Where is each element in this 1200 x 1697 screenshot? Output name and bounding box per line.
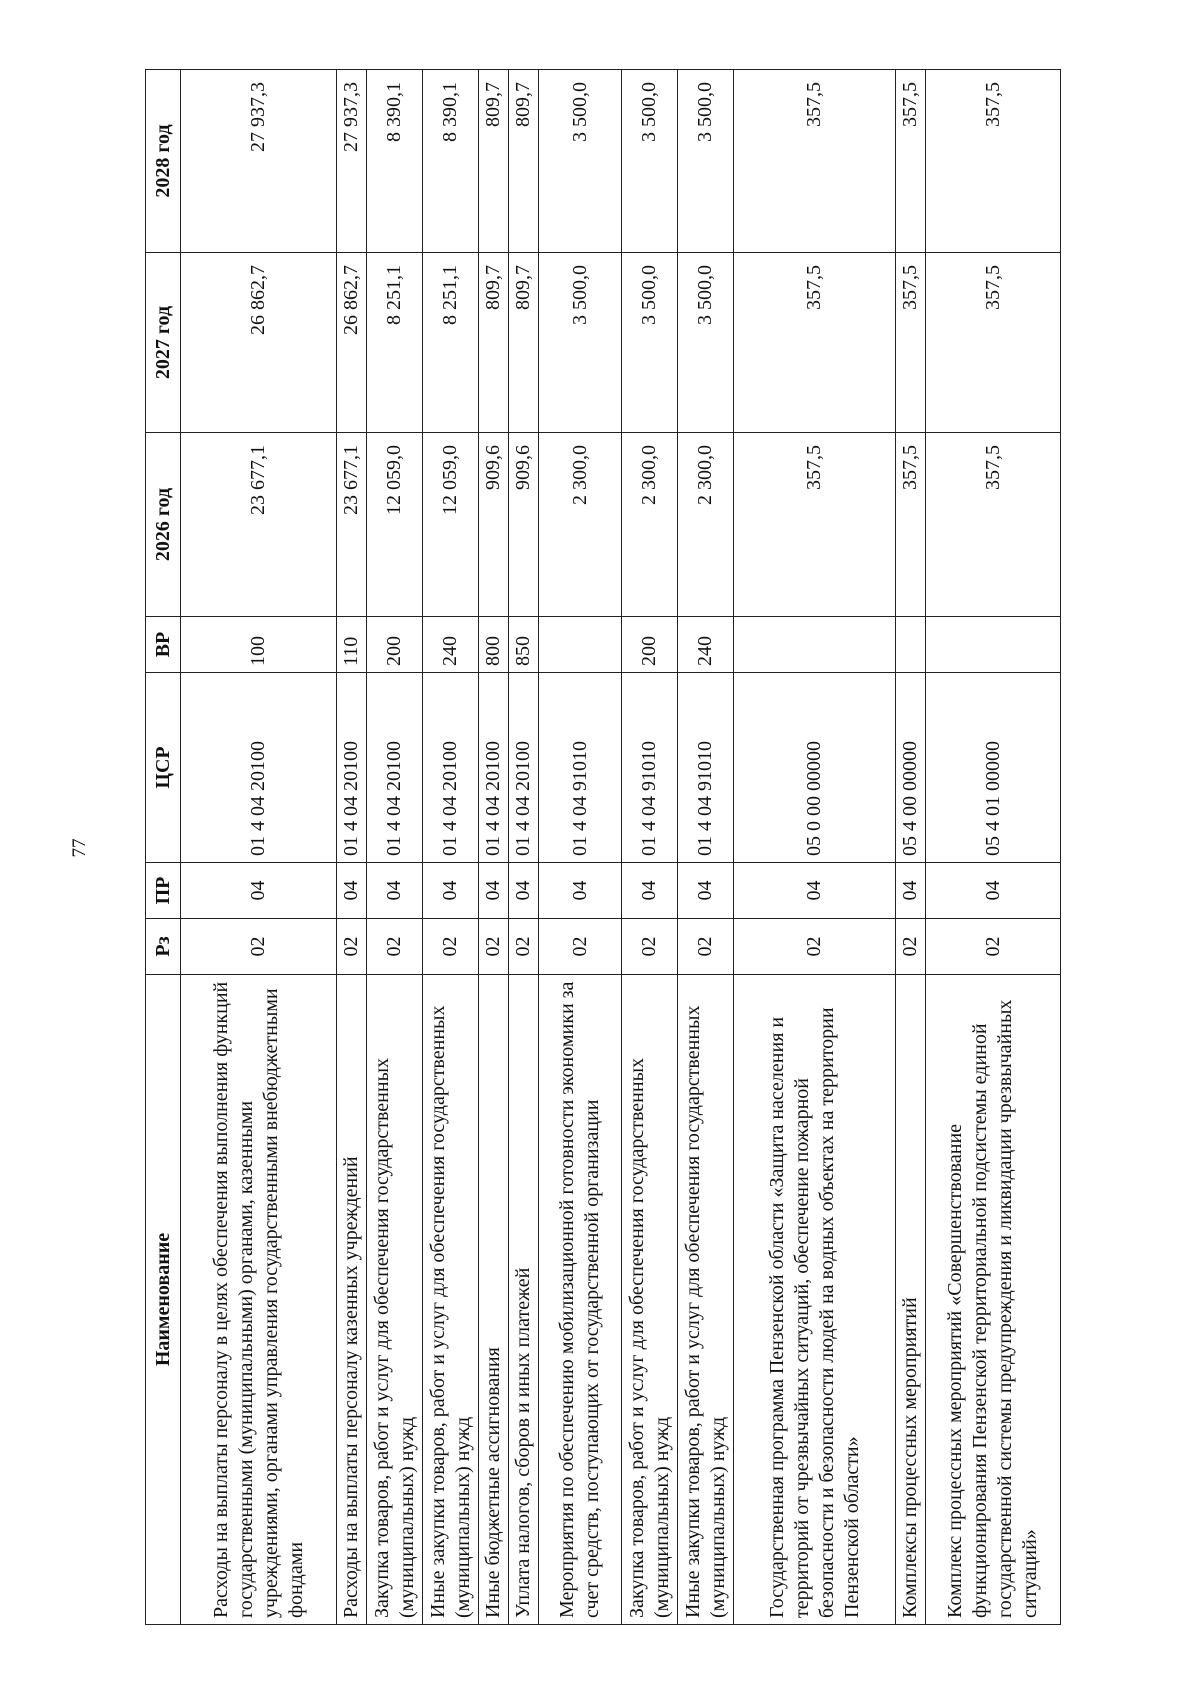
table-row xyxy=(337,70,367,1625)
table-row xyxy=(896,70,926,1625)
cell-name: Иные бюджетные ассигнования xyxy=(479,975,509,1625)
cell-csr: 01 4 04 20100 xyxy=(181,673,337,863)
cell-name: Государственная программа Пензенской области «Защита населения и территорий от чрезвычайных ситуаций, обеспечение пожарной безопасности и безопасности людей на водных объектах на территории Пензенской области» xyxy=(734,975,896,1625)
cell-vr xyxy=(896,617,926,673)
table-row xyxy=(734,70,896,1625)
table-body xyxy=(181,70,1061,1625)
cell-vr: 100 xyxy=(181,617,337,673)
cell-y2028: 809,7 xyxy=(479,70,509,253)
cell-rz: 02 xyxy=(367,919,423,975)
cell-pr: 04 xyxy=(181,863,337,919)
header-csr: ЦСР xyxy=(146,673,181,863)
cell-rz: 02 xyxy=(539,919,622,975)
cell-y2028: 3 500,0 xyxy=(678,70,734,253)
cell-y2028: 27 937,3 xyxy=(337,70,367,253)
cell-y2028: 3 500,0 xyxy=(539,70,622,253)
table-row xyxy=(367,70,423,1625)
cell-name: Иные закупки товаров, работ и услуг для обеспечения государственных (муниципальных) нужд xyxy=(678,975,734,1625)
header-2028: 2028 год xyxy=(146,70,181,253)
cell-y2026: 909,6 xyxy=(509,433,539,617)
cell-pr: 04 xyxy=(337,863,367,919)
table-row xyxy=(479,70,509,1625)
table-header-row xyxy=(146,70,181,1625)
cell-pr: 04 xyxy=(734,863,896,919)
cell-rz: 02 xyxy=(896,919,926,975)
page-number: 77 xyxy=(69,838,90,858)
cell-vr: 850 xyxy=(509,617,539,673)
cell-name: Расходы на выплаты персоналу в целях обеспечения выполнения функций государственными (муниципальными) органами, казенными учреждениями, органами управления государственными внебюджетными фондами xyxy=(181,975,337,1625)
table-row xyxy=(926,70,1061,1625)
cell-vr: 110 xyxy=(337,617,367,673)
cell-y2026: 23 677,1 xyxy=(181,433,337,617)
cell-y2026: 12 059,0 xyxy=(423,433,479,617)
table-row xyxy=(678,70,734,1625)
cell-y2028: 357,5 xyxy=(734,70,896,253)
cell-y2026: 2 300,0 xyxy=(622,433,678,617)
cell-pr: 04 xyxy=(509,863,539,919)
cell-vr: 240 xyxy=(423,617,479,673)
cell-pr: 04 xyxy=(423,863,479,919)
cell-csr: 01 4 04 20100 xyxy=(479,673,509,863)
cell-y2026: 2 300,0 xyxy=(678,433,734,617)
cell-y2027: 8 251,1 xyxy=(367,253,423,433)
cell-y2027: 809,7 xyxy=(509,253,539,433)
cell-csr: 05 4 00 00000 xyxy=(896,673,926,863)
cell-y2028: 809,7 xyxy=(509,70,539,253)
header-2026: 2026 год xyxy=(146,433,181,617)
cell-y2026: 12 059,0 xyxy=(367,433,423,617)
table-row xyxy=(509,70,539,1625)
cell-y2027: 8 251,1 xyxy=(423,253,479,433)
cell-name: Комплексы процессных мероприятий xyxy=(896,975,926,1625)
cell-csr: 05 0 00 00000 xyxy=(734,673,896,863)
cell-vr: 240 xyxy=(678,617,734,673)
cell-y2027: 809,7 xyxy=(479,253,509,433)
table-row xyxy=(181,70,337,1625)
cell-csr: 01 4 04 91010 xyxy=(678,673,734,863)
cell-pr: 04 xyxy=(539,863,622,919)
cell-y2028: 3 500,0 xyxy=(622,70,678,253)
cell-name: Иные закупки товаров, работ и услуг для обеспечения государственных (муниципальных) нужд xyxy=(423,975,479,1625)
header-vr: ВР xyxy=(146,617,181,673)
budget-table-container xyxy=(145,70,1041,1625)
cell-rz: 02 xyxy=(423,919,479,975)
cell-y2027: 26 862,7 xyxy=(337,253,367,433)
cell-y2028: 8 390,1 xyxy=(367,70,423,253)
cell-vr xyxy=(734,617,896,673)
cell-y2026: 23 677,1 xyxy=(337,433,367,617)
cell-name: Комплекс процессных мероприятий «Совершенствование функционирования Пензенской территориальной подсистемы единой государственной системы предупреждения и ликвидации чрезвычайных ситуаций» xyxy=(926,975,1061,1625)
cell-y2026: 357,5 xyxy=(734,433,896,617)
cell-pr: 04 xyxy=(367,863,423,919)
cell-csr: 01 4 04 20100 xyxy=(337,673,367,863)
cell-rz: 02 xyxy=(622,919,678,975)
cell-y2027: 26 862,7 xyxy=(181,253,337,433)
cell-y2027: 357,5 xyxy=(926,253,1061,433)
cell-name: Уплата налогов, сборов и иных платежей xyxy=(509,975,539,1625)
header-pr: ПР xyxy=(146,863,181,919)
cell-pr: 04 xyxy=(479,863,509,919)
cell-y2028: 8 390,1 xyxy=(423,70,479,253)
header-name: Наименование xyxy=(146,975,181,1625)
cell-csr: 01 4 04 91010 xyxy=(622,673,678,863)
cell-y2027: 3 500,0 xyxy=(539,253,622,433)
cell-pr: 04 xyxy=(896,863,926,919)
cell-rz: 02 xyxy=(479,919,509,975)
cell-csr: 01 4 04 20100 xyxy=(423,673,479,863)
table-row xyxy=(423,70,479,1625)
cell-y2028: 357,5 xyxy=(896,70,926,253)
header-rz: Рз xyxy=(146,919,181,975)
cell-vr: 200 xyxy=(622,617,678,673)
cell-vr: 800 xyxy=(479,617,509,673)
cell-csr: 01 4 04 91010 xyxy=(539,673,622,863)
cell-y2028: 27 937,3 xyxy=(181,70,337,253)
cell-y2027: 3 500,0 xyxy=(678,253,734,433)
cell-y2027: 3 500,0 xyxy=(622,253,678,433)
cell-pr: 04 xyxy=(678,863,734,919)
table-row xyxy=(539,70,622,1625)
cell-y2026: 357,5 xyxy=(926,433,1061,617)
cell-name: Закупка товаров, работ и услуг для обеспечения государственных (муниципальных) нужд xyxy=(622,975,678,1625)
cell-pr: 04 xyxy=(622,863,678,919)
cell-csr: 01 4 04 20100 xyxy=(509,673,539,863)
budget-table xyxy=(145,69,1061,1625)
cell-y2026: 2 300,0 xyxy=(539,433,622,617)
cell-csr: 01 4 04 20100 xyxy=(367,673,423,863)
cell-y2026: 909,6 xyxy=(479,433,509,617)
cell-rz: 02 xyxy=(926,919,1061,975)
cell-rz: 02 xyxy=(678,919,734,975)
cell-y2026: 357,5 xyxy=(896,433,926,617)
cell-vr: 200 xyxy=(367,617,423,673)
cell-y2027: 357,5 xyxy=(734,253,896,433)
header-2027: 2027 год xyxy=(146,253,181,433)
cell-name: Мероприятия по обеспечению мобилизационной готовности экономики за счет средств, поступающих от государственной организации xyxy=(539,975,622,1625)
cell-rz: 02 xyxy=(509,919,539,975)
cell-vr xyxy=(926,617,1061,673)
cell-rz: 02 xyxy=(181,919,337,975)
cell-y2028: 357,5 xyxy=(926,70,1061,253)
table-row xyxy=(622,70,678,1625)
cell-name: Расходы на выплаты персоналу казенных учреждений xyxy=(337,975,367,1625)
cell-name: Закупка товаров, работ и услуг для обеспечения государственных (муниципальных) нужд xyxy=(367,975,423,1625)
cell-rz: 02 xyxy=(734,919,896,975)
cell-rz: 02 xyxy=(337,919,367,975)
cell-csr: 05 4 01 00000 xyxy=(926,673,1061,863)
cell-pr: 04 xyxy=(926,863,1061,919)
cell-vr xyxy=(539,617,622,673)
cell-y2027: 357,5 xyxy=(896,253,926,433)
